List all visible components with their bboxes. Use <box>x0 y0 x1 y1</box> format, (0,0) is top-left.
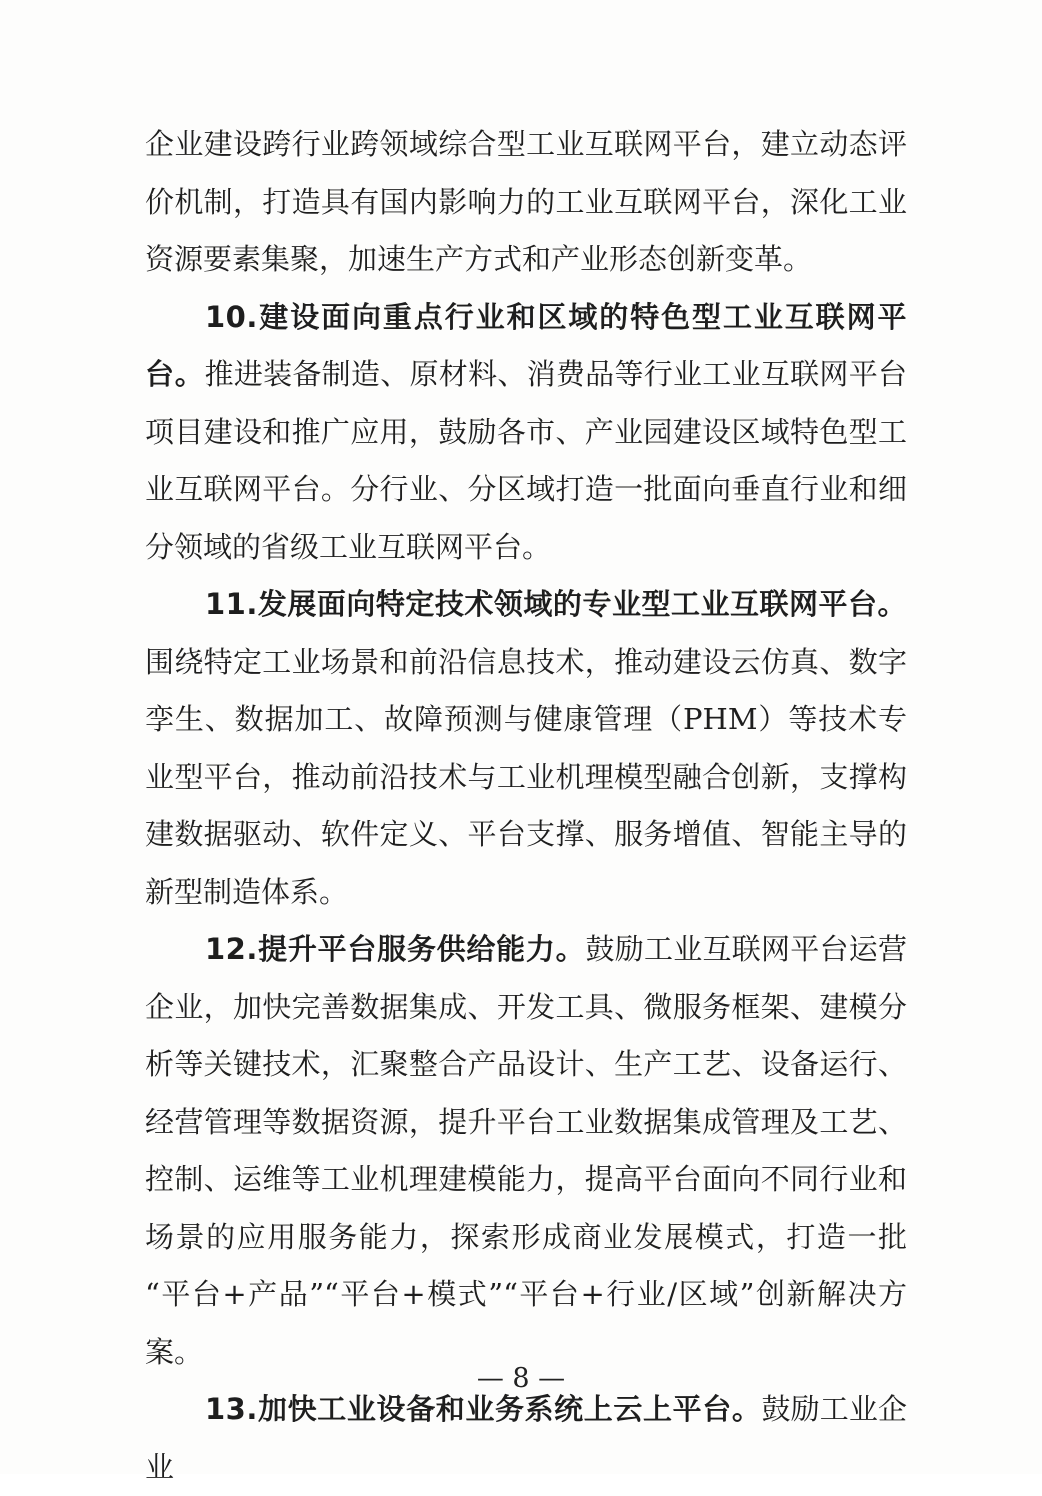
paragraph-section-10 <box>145 289 907 577</box>
paragraph-continuation <box>145 116 907 289</box>
paragraph-text: 推进装备制造、原材料、消费品等行业工业互联网平台项目建设和推广应用，鼓励各市、产业园建设区域特色型工业互联网平台。分行业、分区域打造一批面向垂直行业和细分领域的省级工业互联网平台。 <box>145 357 907 564</box>
paragraph-text: 鼓励工业互联网平台运营企业，加快完善数据集成、开发工具、微服务框架、建模分析等关键技术，汇聚整合产品设计、生产工艺、设备运行、经营管理等数据资源，提升平台工业数据集成管理及工艺、控制、运维等工业机理建模能力，提高平台面向不同行业和场景的应用服务能力，探索形成商业发展模式，打造一批“平台+产品”“平台+模式”“平台+行业/区域”创新解决方案。 <box>145 932 907 1369</box>
section-13-heading: 13.加快工业设备和业务系统上云上平台。 <box>205 1392 762 1426</box>
paragraph-text: 围绕特定工业场景和前沿信息技术，推动建设云仿真、数字孪生、数据加工、故障预测与健康管理（PHM）等技术专业型平台，推动前沿技术与工业机理模型融合创新，支撑构建数据驱动、软件定义、平台支撑、服务增值、智能主导的新型制造体系。 <box>145 644 907 909</box>
paragraph-text: 鼓励工业企业 <box>145 1392 907 1484</box>
section-11-heading: 11.发展面向特定技术领域的专业型工业互联网平台。 <box>205 587 907 621</box>
paragraph-section-11 <box>145 576 907 921</box>
page-number: — 8 — <box>476 1363 566 1394</box>
paragraph-text: 企业建设跨行业跨领域综合型工业互联网平台，建立动态评价机制，打造具有国内影响力的工业互联网平台，深化工业资源要素集聚，加速生产方式和产业形态创新变革。 <box>145 127 907 276</box>
document-text-block <box>145 116 907 1496</box>
section-10-heading: 10.建设面向重点行业和区域的特色型工业互联网平台。 <box>145 299 907 391</box>
paragraph-section-13 <box>145 1381 907 1496</box>
section-12-heading: 12.提升平台服务供给能力。 <box>205 932 586 966</box>
paragraph-section-12 <box>145 921 907 1381</box>
